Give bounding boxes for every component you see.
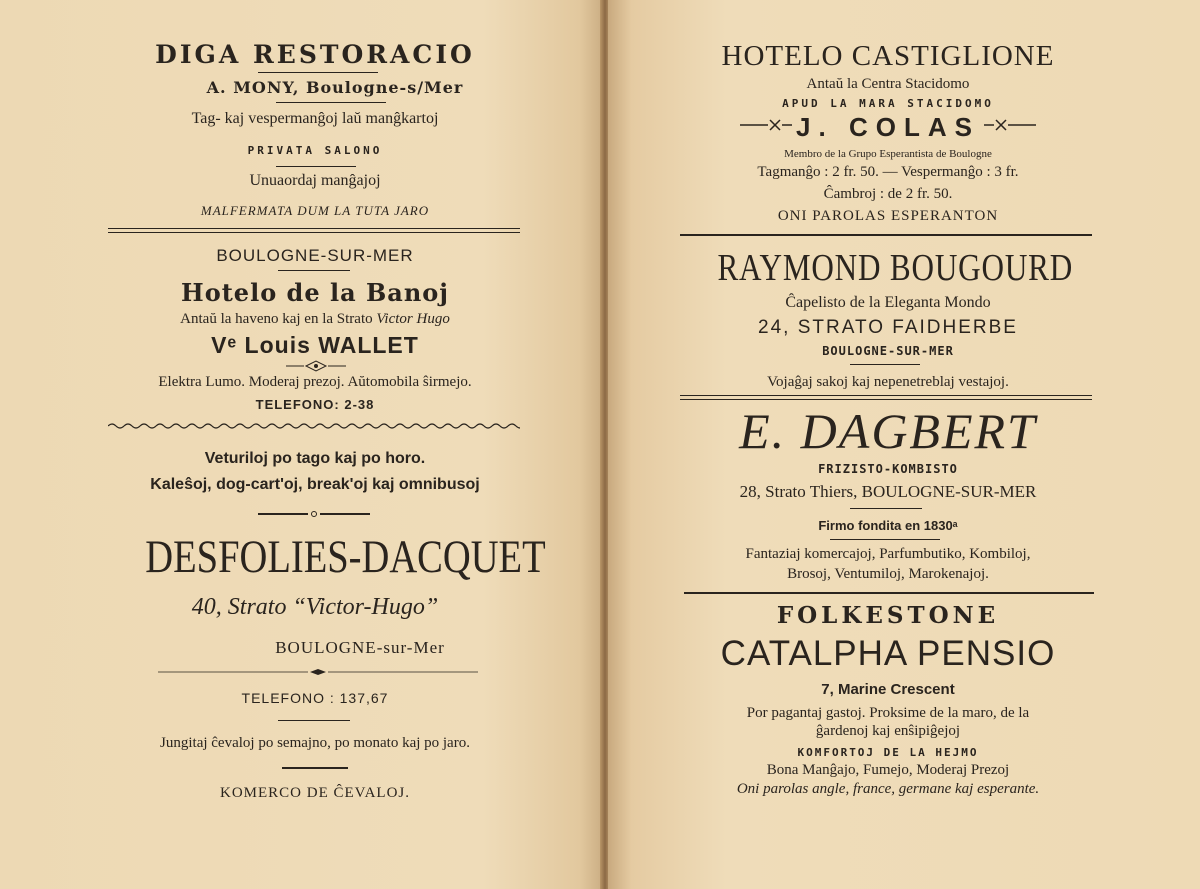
bougourd-name: RAYMOND BOUGOURD <box>717 247 1074 289</box>
banoj-address <box>108 311 522 328</box>
castiglione-title: HOTELO CASTIGLIONE <box>721 40 1055 72</box>
bougourd-trade: Ĉapelisto de la Eleganta Mondo <box>785 294 991 311</box>
desfolies-phone: TELEFONO : 137,67 <box>241 690 389 706</box>
castiglione-owner: J. COLAS <box>796 112 980 142</box>
bougourd-goods: Vojaĝaj sakoj kaj nepenetreblaj vestajoj. <box>767 374 1009 390</box>
desfolies-horses: Jungitaj ĉevaloj po semajno, po monato kaj po jaro. <box>160 735 470 751</box>
castiglione-prices-2: Ĉambroj : de 2 fr. 50. <box>823 186 953 202</box>
dot-ornament-icon <box>258 510 370 518</box>
ornament-rule-icon <box>158 668 478 676</box>
diga-open: MALFERMATA DUM LA TUTA JARO <box>200 203 430 218</box>
carriage-line-2: Kaleŝoj, dog-cart'oj, break'oj kaj omnibusoj <box>150 476 480 493</box>
catalpha-food: Bona Manĝajo, Fumejo, Moderaj Prezoj <box>766 762 1010 778</box>
divider <box>276 102 386 103</box>
divider <box>276 166 356 167</box>
divider <box>278 720 350 721</box>
banoj-owner: Vᵉ Louis WALLET <box>211 332 419 358</box>
castiglione-speaks: ONI PAROLAS ESPERANTON <box>777 208 999 224</box>
double-rule <box>108 228 520 233</box>
diga-title: DIGA RESTORACIO <box>155 40 475 69</box>
banoj-address-street: Victor Hugo <box>376 311 450 327</box>
divider <box>830 539 940 540</box>
desfolies-name: DESFOLIES-DACQUET <box>145 531 546 583</box>
scroll-ornament-right-icon <box>984 118 1036 137</box>
diga-single: Unuaordaj manĝajoj <box>249 172 381 189</box>
banoj-name: Hotelo de la Banoj <box>181 278 449 307</box>
catalpha-languages: Oni parolas angle, france, germane kaj esperante. <box>736 781 1040 797</box>
castiglione-member: Membro de la Grupo Esperantista de Boulogne <box>784 148 992 160</box>
banoj-features: Elektra Lumo. Moderaj prezoj. Aŭtomobila ŝirmejo. <box>158 374 472 390</box>
divider <box>278 270 350 271</box>
scroll-ornament-left-icon <box>740 118 792 137</box>
double-rule <box>680 395 1092 400</box>
thick-rule <box>680 234 1092 236</box>
wavy-rule <box>108 422 520 430</box>
desfolies-street: 40, Strato “Victor-Hugo” <box>191 594 439 620</box>
dagbert-name: E. DAGBERT <box>739 403 1037 459</box>
divider <box>282 767 348 769</box>
divider <box>850 364 920 365</box>
catalpha-town: FOLKESTONE <box>776 602 1000 629</box>
banoj-phone: TELEFONO: 2-38 <box>255 397 375 412</box>
castiglione-near: APUD LA MARA STACIDOMO <box>782 97 994 110</box>
ornament-icon <box>286 360 346 372</box>
dagbert-founded: Firmo fondita en 1830ᵃ <box>818 518 958 533</box>
catalpha-name: CATALPHA PENSIO <box>720 634 1056 673</box>
catalpha-comfort: KOMFORTOJ DE LA HEJMO <box>797 746 979 759</box>
divider <box>850 508 922 509</box>
desfolies-trade: KOMERCO DE ĈEVALOJ. <box>220 785 410 801</box>
bougourd-street: 24, STRATO FAIDHERBE <box>758 317 1018 338</box>
bougourd-city: BOULOGNE-SUR-MER <box>822 344 954 358</box>
catalpha-desc-2: ĝardenoj kaj enŝipiĝejoj <box>815 723 961 739</box>
divider <box>258 72 378 73</box>
desfolies-city: BOULOGNE-sur-Mer <box>275 638 445 657</box>
catalpha-address: 7, Marine Crescent <box>821 681 955 698</box>
right-page <box>608 0 1200 889</box>
diga-private: PRIVATA SALONO <box>247 144 383 157</box>
banoj-address-main: Antaŭ la haveno kaj en la Strato <box>180 311 373 327</box>
dagbert-goods-1: Fantaziaj komercajoj, Parfumbutiko, Kombiloj, <box>745 546 1031 562</box>
castiglione-owner-row <box>680 112 1096 143</box>
catalpha-desc-1: Por pagantaj gastoj. Proksime de la maro, de la <box>746 705 1030 721</box>
diga-meals: Tag- kaj vespermanĝoj laŭ manĝkartoj <box>191 110 439 127</box>
carriage-line-1: Veturiloj po tago kaj po horo. <box>204 450 426 467</box>
thick-rule <box>684 592 1094 594</box>
castiglione-prices-1: Tagmanĝo : 2 fr. 50. — Vespermanĝo : 3 fr. <box>757 164 1019 180</box>
diga-owner: A. MONY, Boulogne-s/Mer <box>206 78 464 97</box>
castiglione-before: Antaŭ la Centra Stacidomo <box>806 76 970 92</box>
dagbert-address: 28, Strato Thiers, BOULOGNE-SUR-MER <box>739 482 1037 501</box>
banoj-city: BOULOGNE-SUR-MER <box>216 246 414 265</box>
dagbert-trade: FRIZISTO-KOMBISTO <box>818 462 958 476</box>
dagbert-goods-2: Brosoj, Ventumiloj, Marokenajoj. <box>787 566 989 582</box>
